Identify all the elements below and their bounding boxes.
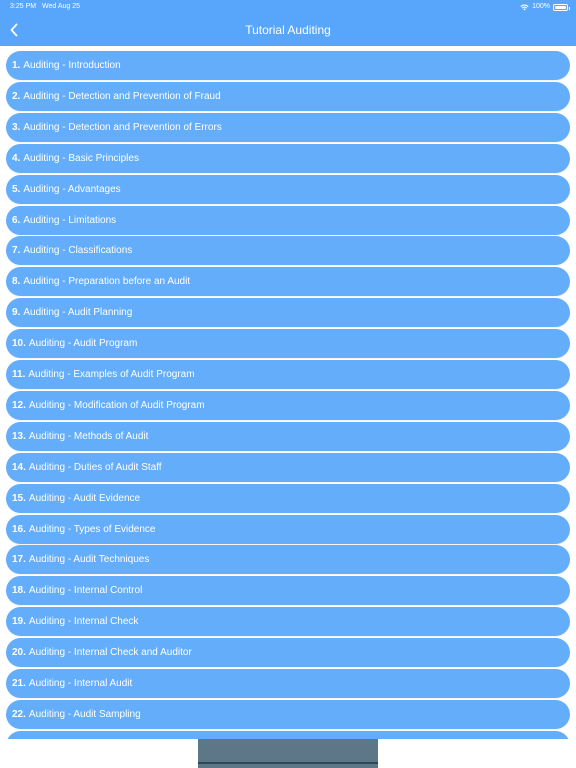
list-item-label: Auditing - Audit Sampling bbox=[28, 708, 141, 720]
list-item-number: 1. bbox=[12, 60, 21, 71]
list-item[interactable] bbox=[6, 113, 570, 142]
list-item-label: Auditing - Internal Check and Auditor bbox=[28, 647, 192, 659]
status-date: Wed Aug 25 bbox=[42, 3, 81, 10]
list-item[interactable] bbox=[6, 731, 570, 739]
battery-icon bbox=[553, 4, 568, 11]
list-item-label: Auditing - Introduction bbox=[23, 60, 121, 71]
list-item-label: Auditing - Basic Principles bbox=[23, 152, 139, 164]
list-item[interactable] bbox=[6, 484, 570, 513]
list-item-number: 6. bbox=[12, 214, 21, 226]
list-item-number: 20. bbox=[12, 647, 26, 659]
list-item-number: 11. bbox=[12, 369, 26, 380]
list-item[interactable] bbox=[6, 175, 570, 204]
list-item[interactable] bbox=[6, 391, 570, 420]
list-item-number: 17. bbox=[12, 554, 26, 566]
list-item-number: 3. bbox=[12, 121, 21, 133]
bottom-panel-divider bbox=[198, 762, 378, 764]
list-item-number: 12. bbox=[12, 399, 26, 411]
list-item-label: Auditing - Advantages bbox=[23, 183, 121, 195]
list-item-number: 18. bbox=[12, 585, 26, 597]
list-item-label: Auditing - Audit Techniques bbox=[28, 554, 150, 566]
list-item-number: 16. bbox=[12, 523, 26, 535]
list-item-number: 8. bbox=[12, 276, 21, 288]
list-item[interactable] bbox=[6, 515, 570, 544]
list-item-number: 5. bbox=[12, 183, 21, 195]
bottom-panel bbox=[198, 739, 378, 768]
list-item[interactable] bbox=[6, 236, 570, 265]
header-bar bbox=[0, 0, 576, 46]
list-item-number: 9. bbox=[12, 307, 21, 319]
list-item[interactable] bbox=[6, 607, 570, 636]
status-right bbox=[520, 0, 568, 14]
list-item-number: 2. bbox=[12, 90, 21, 102]
list-item-number: 15. bbox=[12, 492, 26, 504]
list-item-label: Auditing - Audit Planning bbox=[23, 307, 133, 319]
list-item[interactable] bbox=[6, 360, 570, 389]
list-item[interactable] bbox=[6, 576, 570, 605]
list-item-label: Auditing - Detection and Prevention of Fraud bbox=[23, 90, 221, 102]
list-item-number: 7. bbox=[12, 245, 21, 257]
list-item-label: Auditing - Internal Check bbox=[28, 616, 139, 628]
list-item-label: Auditing - Modification of Audit Program bbox=[28, 399, 205, 411]
list-item-label: Auditing - Limitations bbox=[23, 214, 117, 226]
status-time: 3:25 PM bbox=[10, 3, 37, 10]
page-title: Tutorial Auditing bbox=[245, 23, 331, 37]
list-item-number: 4. bbox=[12, 152, 21, 164]
list-item[interactable] bbox=[6, 545, 570, 574]
list-item[interactable] bbox=[6, 144, 570, 173]
list-item-label: Auditing - Types of Evidence bbox=[28, 523, 156, 535]
status-bar bbox=[0, 0, 576, 14]
list-item[interactable] bbox=[6, 329, 570, 358]
list-item[interactable] bbox=[6, 82, 570, 111]
list-item-label: Auditing - Preparation before an Audit bbox=[23, 276, 191, 288]
list-item[interactable] bbox=[6, 51, 570, 80]
list-item-label: Auditing - Detection and Prevention of Errors bbox=[23, 121, 222, 133]
list-item[interactable] bbox=[6, 669, 570, 698]
list-item[interactable] bbox=[6, 267, 570, 296]
list-item[interactable] bbox=[6, 206, 570, 235]
list-item[interactable] bbox=[6, 298, 570, 327]
list-item-number: 13. bbox=[12, 430, 26, 442]
list-item-label: Auditing - Classifications bbox=[23, 245, 133, 257]
list-item-number: 21. bbox=[12, 678, 26, 689]
list-item-number: 19. bbox=[12, 616, 26, 628]
list-item-label: Auditing - Duties of Audit Staff bbox=[28, 461, 162, 473]
list-item-number: 10. bbox=[12, 338, 26, 350]
list-item-number: 22. bbox=[12, 708, 26, 720]
list-item[interactable] bbox=[6, 422, 570, 451]
list-item-label: Auditing - Methods of Audit bbox=[28, 430, 149, 442]
list-item-label: Auditing - Examples of Audit Program bbox=[28, 369, 195, 380]
list-item[interactable] bbox=[6, 700, 570, 729]
list-item-label: Auditing - Internal Audit bbox=[28, 678, 133, 689]
list-item-number: 14. bbox=[12, 461, 26, 473]
list-item-label: Auditing - Audit Evidence bbox=[28, 492, 141, 504]
list-item[interactable] bbox=[6, 453, 570, 482]
tutorial-list[interactable] bbox=[0, 49, 576, 739]
navigation-bar bbox=[0, 14, 576, 46]
list-item-label: Auditing - Audit Program bbox=[28, 338, 138, 350]
list-item[interactable] bbox=[6, 638, 570, 667]
list-item-label: Auditing - Internal Control bbox=[28, 585, 143, 597]
battery-percentage: 100% bbox=[532, 3, 550, 10]
wifi-icon bbox=[520, 4, 529, 11]
